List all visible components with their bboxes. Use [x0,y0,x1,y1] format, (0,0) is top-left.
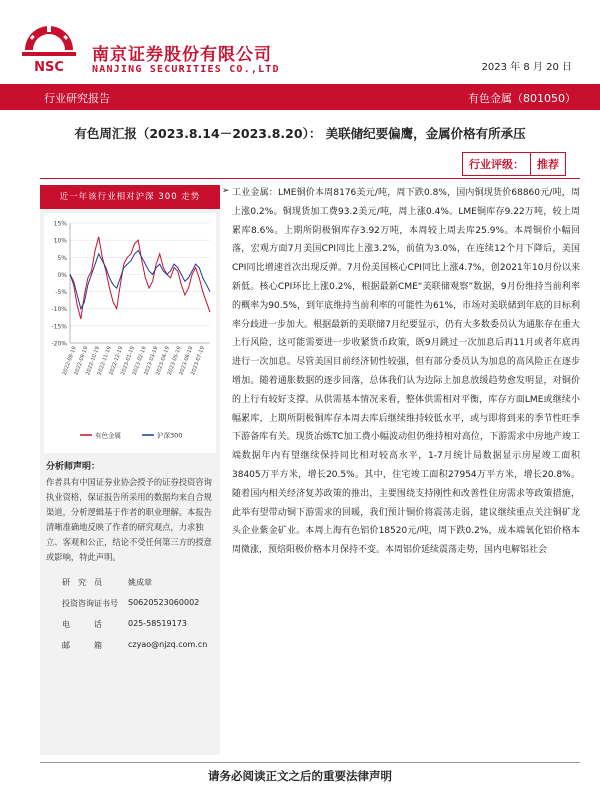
rating-label: 行业评级： [469,158,524,171]
y-tick-label: -5% [55,289,67,297]
industry-rating [462,152,566,176]
y-tick-label: 15% [53,220,67,228]
relative-performance-chart [44,213,216,453]
contact-value: 025-58519173 [128,619,187,628]
x-tick-label: 2023-05-19 [166,345,183,377]
x-tick-label: 2022-09-19 [73,345,90,377]
company-name-cn: 南京证券股份有限公司 [92,45,272,65]
x-tick-label: 2022-11-19 [96,345,113,377]
y-tick-label: 0% [57,271,67,279]
legend-label: 沪深300 [157,431,183,440]
report-title: 有色周汇报（2023.8.14－2023.8.20）： 美联储纪要偏鹰，金属价格有所承压 [74,126,526,141]
contact-key: 邮 箱 [62,641,102,650]
chart-svg [44,213,216,453]
logo-text: NSC [34,60,64,74]
x-tick-label: 2022-12-19 [108,345,125,377]
footer-rule [40,762,580,763]
nsc-logo [20,22,78,74]
contact-key: 电 话 [62,620,102,629]
contact-value: S0620523060002 [128,598,200,607]
chart-title: 近一年该行业相对沪深 300 走势 [40,185,220,209]
y-tick-label: -20% [51,340,67,348]
category-band [0,84,600,110]
title-rule [40,178,580,179]
x-tick-label: 2023-04-19 [155,345,172,377]
bullet-icon: ➢ [222,186,230,196]
x-tick-label: 2022-10-19 [85,345,102,377]
y-tick-label: 5% [57,254,67,262]
x-tick-label: 2023-03-19 [143,345,160,377]
legal-notice: 请务必阅读正文之后的重要法律声明 [208,769,392,783]
company-name-en: NANJING SECURITIES CO.,LTD [92,64,280,75]
rating-value: 推荐 [537,158,559,171]
x-tick-label: 2023-02-19 [131,345,148,377]
contact-key: 研 究 员 [62,578,102,587]
analyst-statement-heading: 分析师声明： [46,462,101,472]
contact-value[interactable]: czyao@njzq.com.cn [128,640,208,649]
series-line-1 [70,250,210,308]
sidebar [40,185,220,755]
contact-key: 投资咨询证书号 [62,599,118,608]
report-type: 行业研究报告 [44,92,110,105]
x-tick-label: 2022-08-19 [61,345,78,377]
analyst-statement: 作者具有中国证券业协会授予的证券投资咨询执业资格，保证报告所采用的数据均来自合规渠道，分析逻辑基于作者的职业理解。本报告清晰准确地反映了作者的研究观点，力求独立、客观和公正，结论不受任何第三方的授意或影响，特此声明。 [46,477,212,562]
legend-label: 有色金属 [95,431,121,440]
x-tick-label: 2023-07-19 [190,345,207,377]
report-header [0,0,600,82]
y-tick-label: 10% [53,237,67,245]
y-tick-label: -15% [51,323,67,331]
contact-value: 姚成章 [128,578,152,587]
x-tick-label: 2023-01-19 [120,345,137,377]
report-date: 2023 年 8 月 20 日 [481,62,572,73]
y-tick-label: -10% [51,306,67,314]
industry-code: 有色金属（801050） [468,92,576,105]
x-tick-label: 2023-06-19 [178,345,195,377]
body-paragraph: 工业金属：LME铜价本周8176美元/吨，周下跌0.8%，国内铜现货价68860元/吨，周上涨0.2%。铜现货加工费93.2美元/吨，周上涨0.4%。LME铜库存9.22万吨，较上周累库8.6%。上期所阴极铜库存3.92万吨，本周较上周去库25.9%。本周铜价小幅回落，宏观方面7月美国CPI同比上涨3.2%，前值为3.0%，在连续12个月下降后，美国CPI同比增速首次出现反弹。7月份美国核心CPI同比上涨4.7%，创2021年10月份以来新低。核心CPI环比上涨0.2%，根据最新CME“美联储观察”数据，9月份维持当前利率的概率为90.5%，到年底维持当前利率的可能性为61%，市场对美联储到年底的目标利率分歧进一步加大。根据最新的美联储7月纪要显示，仍有大多数委员认为通胀存在重大上行风险，这可能需要进一步收紧货币政策，既9月跳过一次加息后再11月或者年底再进行一次加息。尽管美国目前经济韧性较强，但有部分委员认为加息的高风险正在逐步增加。随着通胀数据的逐步回落，总体我们认为边际上加息放缓趋势愈发明显，对铜价的上行有较好支撑。从供需基本情况来看，整体供需相对平衡，库存方面LME或继续小幅累库，上期所阴极铜库存本周去库后继续维持较低水平，或与即将到来的季节性旺季下游备库有关。现货冶炼TC加工费小幅波动但仍维持相对高位，下游需求中房地产竣工端数据年内有望继续保持同比相对较高水平，1-7月统计局数据显示房屋竣工面积38405万平方米，增长20.5%。其中，住宅竣工面积27954万平方米，增长20.8%。随着国内相关经济复苏政策的推出，主要围绕支持刚性和改善性住房需求等政策措施，此举有望带动铜下游需求的回暖，我们预计铜价将震荡走弱，建议继续重点关注铜矿龙头企业紫金矿业。本周上海有色铝价18520元/吨，周下跌0.2%，成本端氧化铝价格本周微涨，预焙阳极价格本月保持不变。本周铝价延续震荡走势，国内电解铝社会 [232,188,580,556]
